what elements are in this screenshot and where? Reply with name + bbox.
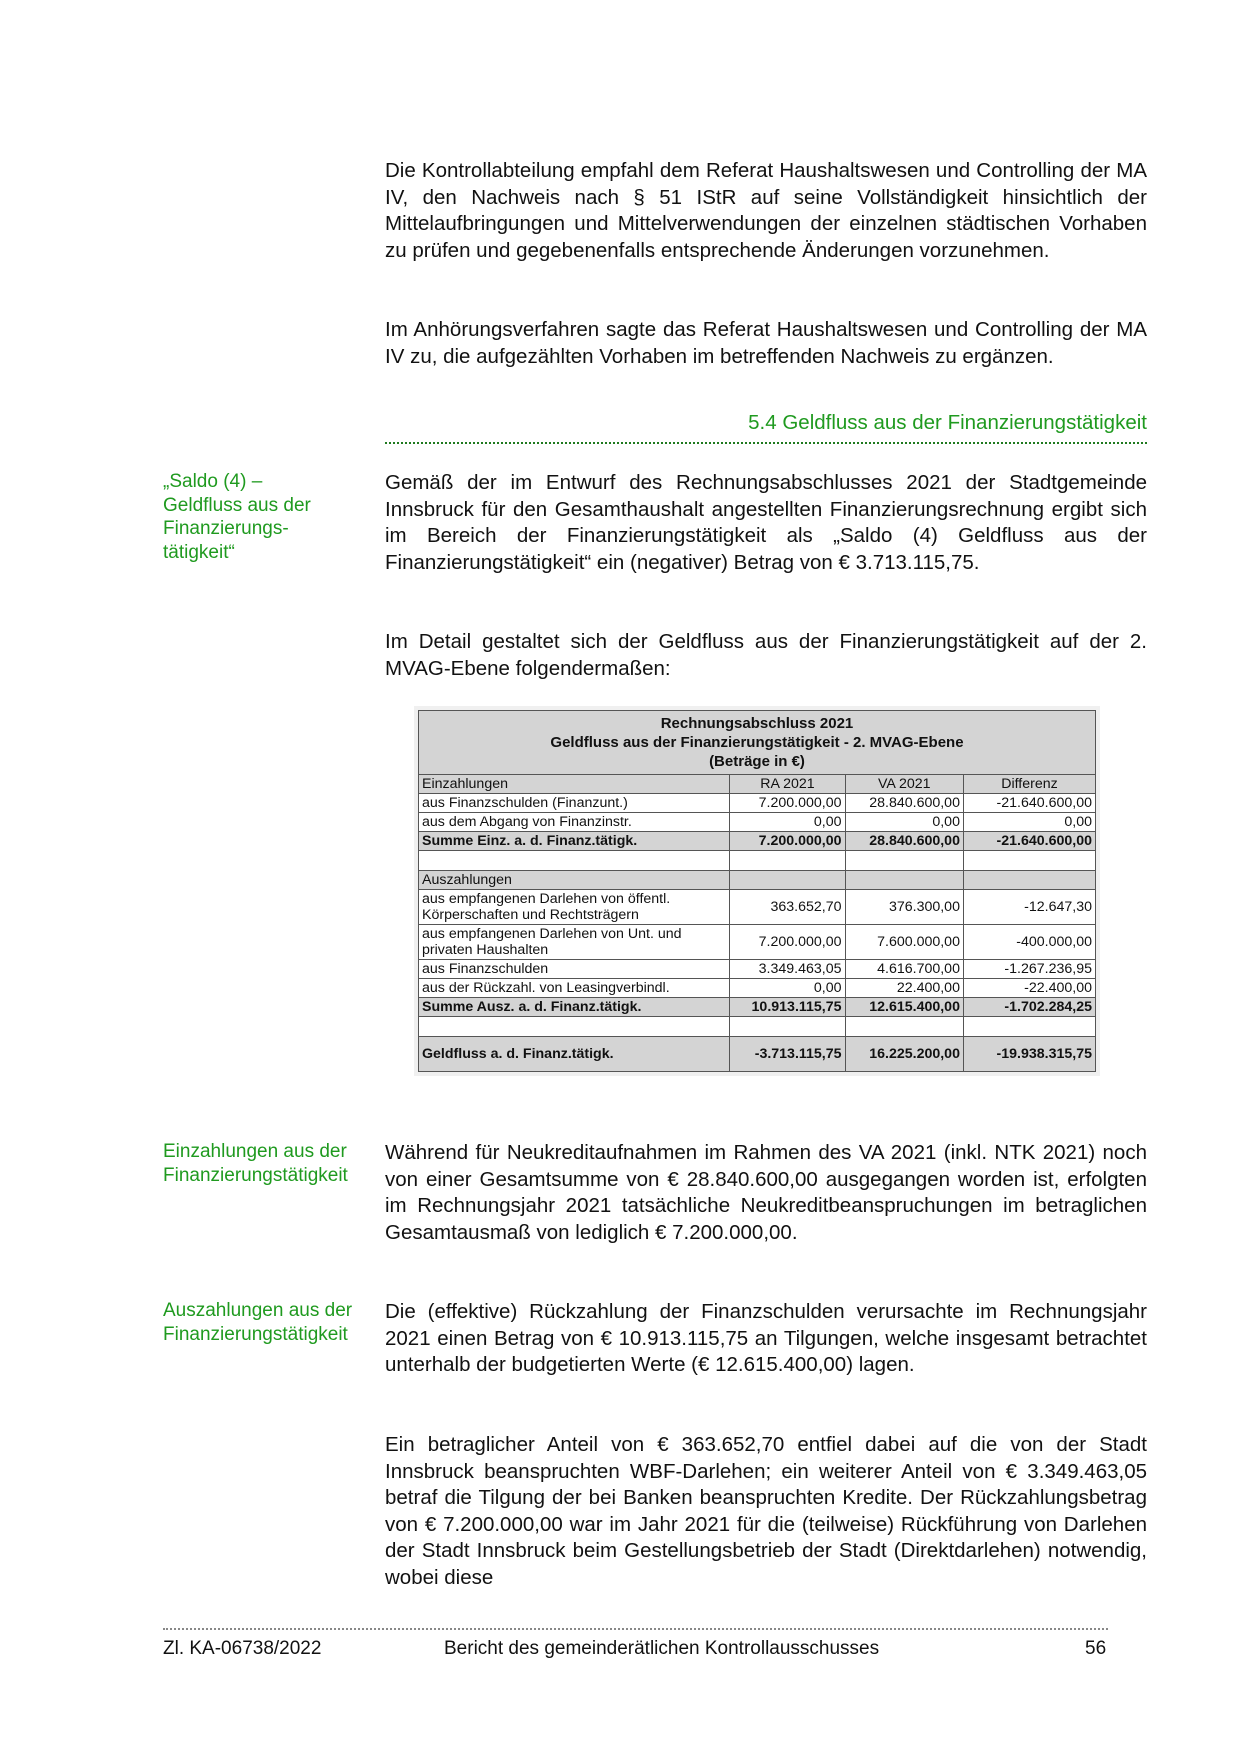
section-heading: 5.4 Geldfluss aus der Finanzierungstätigkeit — [385, 410, 1147, 444]
table-row: aus Finanzschulden 3.349.463,05 4.616.700,00 -1.267.236,95 — [419, 960, 1096, 979]
table-sum-row: Summe Einz. a. d. Finanz.tätigk. 7.200.000,00 28.840.600,00 -21.640.600,00 — [419, 832, 1096, 851]
paragraph: Im Detail gestaltet sich der Geldfluss aus der Finanzierungstätigkeit auf der 2. MVAG-Ebene folgendermaßen: — [385, 630, 1147, 680]
footer-divider — [163, 1628, 1108, 1630]
table-row: aus empfangenen Darlehen von Unt. und privaten Haushalten 7.200.000,00 7.600.000,00 -400.000,00 — [419, 925, 1096, 960]
table-total-row: Geldfluss a. d. Finanz.tätigk. -3.713.115,75 16.225.200,00 -19.938.315,75 — [419, 1037, 1096, 1072]
margin-note: „Saldo (4) – Geldfluss aus der Finanzierungs-tätigkeit“ — [163, 471, 311, 563]
margin-note: Auszahlungen aus der Finanzierungstätigkeit — [163, 1300, 353, 1345]
paragraph: Die Kontrollabteilung empfahl dem Referat Haushaltswesen und Controlling der MA IV, den Nachweis nach § 51 IStR auf seine Vollständigkeit hinsichtlich der Mittelaufbringungen und Mittelverwendungen der einzelnen städtischen Vorhaben zu prüfen und gegebenenfalls entsprechende Änderungen vorzunehmen. — [385, 159, 1147, 262]
table-title: Rechnungsabschluss 2021 Geldfluss aus der Finanzierungstätigkeit - 2. MVAG-Ebene (Beträge in €) — [419, 711, 1096, 775]
financial-table — [418, 710, 1096, 1072]
paragraph: Gemäß der im Entwurf des Rechnungsabschlusses 2021 der Stadtgemeinde Innsbruck für den Gesamthaushalt angestellten Finanzierungsrechnung ergibt sich im Bereich der Finanzierungstätigkeit als „Saldo (4) Geldfluss aus der Finanzierungstätigkeit“ ein (negativer) Betrag von € 3.713.115,75. — [385, 471, 1147, 574]
table-sum-row: Summe Ausz. a. d. Finanz.tätigk. 10.913.115,75 12.615.400,00 -1.702.284,25 — [419, 998, 1096, 1017]
table-row: aus dem Abgang von Finanzinstr. 0,00 0,00 0,00 — [419, 813, 1096, 832]
margin-note: Einzahlungen aus der Finanzierungstätigkeit — [163, 1141, 348, 1186]
table-row: aus Finanzschulden (Finanzunt.) 7.200.000,00 28.840.600,00 -21.640.600,00 — [419, 794, 1096, 813]
footer-reference: Zl. KA-06738/2022 — [163, 1638, 322, 1659]
table-row: aus der Rückzahl. von Leasingverbindl. 0,00 22.400,00 -22.400,00 — [419, 979, 1096, 998]
paragraph: Während für Neukreditaufnahmen im Rahmen des VA 2021 (inkl. NTK 2021) noch von einer Gesamtsumme von € 28.840.600,00 ausgegangen worden ist, erfolgten im Rechnungsjahr 2021 tatsächliche Neukreditbeanspruchungen im betraglichen Gesamtausmaß von lediglich € 7.200.000,00. — [385, 1141, 1147, 1244]
table-row: aus empfangenen Darlehen von öffentl. Körperschaften und Rechtsträgern 363.652,70 376.300,00 -12.647,30 — [419, 890, 1096, 925]
paragraph: Die (effektive) Rückzahlung der Finanzschulden verursachte im Rechnungsjahr 2021 einen Betrag von € 10.913.115,75 an Tilgungen, welche insgesamt betrachtet unterhalb der budgetierten Werte (€ 12.615.400,00) lagen. — [385, 1300, 1147, 1376]
footer-title: Bericht des gemeinderätlichen Kontrollausschusses — [444, 1638, 880, 1659]
table-section-row: Auszahlungen — [419, 871, 1096, 890]
paragraph: Im Anhörungsverfahren sagte das Referat Haushaltswesen und Controlling der MA IV zu, die aufgezählten Vorhaben im betreffenden Nachweis zu ergänzen. — [385, 318, 1147, 368]
paragraph: Ein betraglicher Anteil von € 363.652,70 entfiel dabei auf die von der Stadt Innsbruck beanspruchten WBF-Darlehen; ein weiterer Anteil von € 3.349.463,05 betraf die Tilgung der bei Banken beanspruchten Kredite. Der Rückzahlungsbetrag von € 7.200.000,00 war im Jahr 2021 für die (teilweise) Rückführung von Darlehen der Stadt Innsbruck beim Gestellungsbetrieb der Stadt (Direktdarlehen) notwendig, wobei diese — [385, 1433, 1147, 1589]
table-header-row: Einzahlungen RA 2021 VA 2021 Differenz — [419, 775, 1096, 794]
page-number: 56 — [1085, 1638, 1107, 1659]
